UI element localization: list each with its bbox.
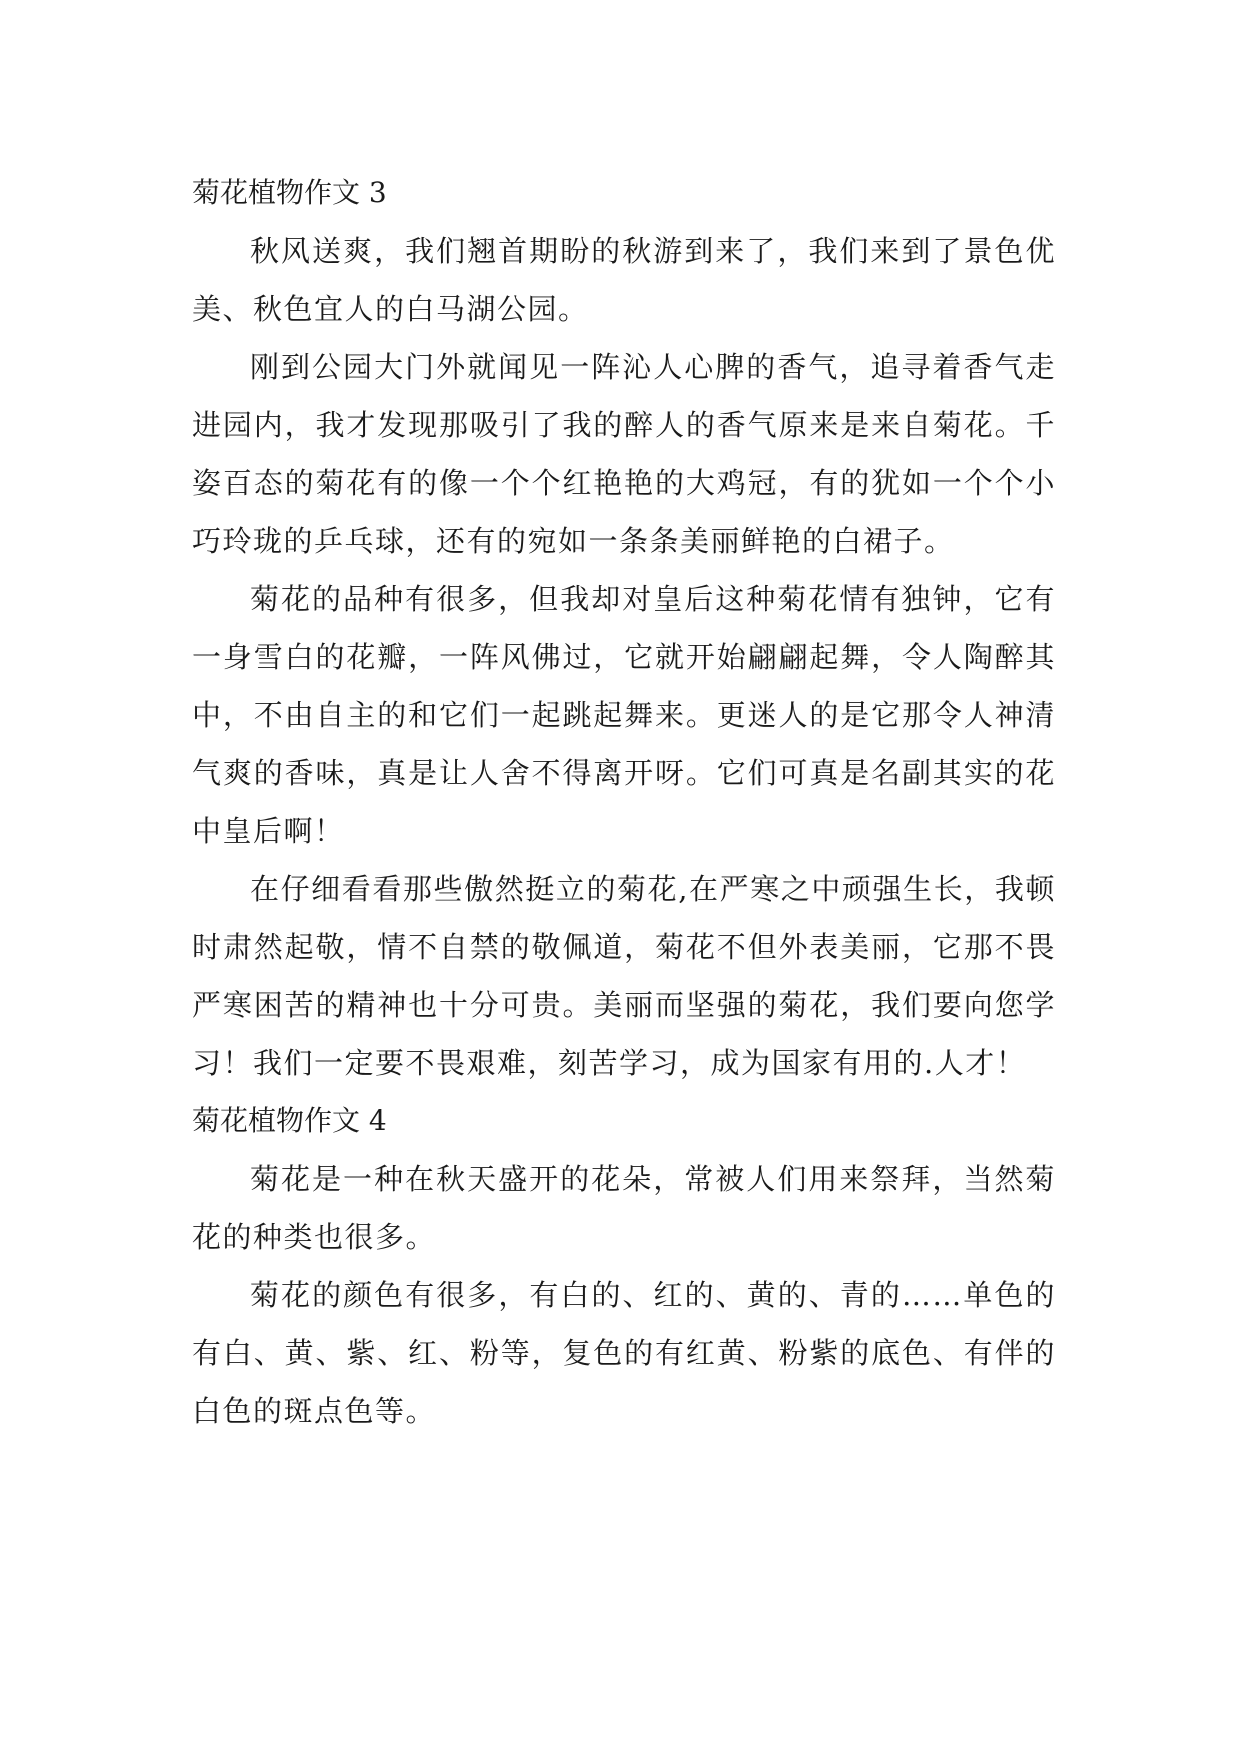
paragraph: 秋风送爽，我们翘首期盼的秋游到来了，我们来到了景色优美、秋色宜人的白马湖公园。 (192, 234, 1056, 326)
paragraph: 刚到公园大门外就闻见一阵沁人心脾的香气，追寻着香气走进园内，我才发现那吸引了我的醉人的香气原来是来自菊花。千姿百态的菊花有的像一个个红艳艳的大鸡冠，有的犹如一个个小巧玲珑的乒乓球，还有的宛如一条条美丽鲜艳的白裙子。 (192, 350, 1056, 558)
paragraph: 菊花是一种在秋天盛开的花朵，常被人们用来祭拜，当然菊花的种类也很多。 (192, 1162, 1056, 1254)
paragraph: 菊花的颜色有很多，有白的、红的、黄的、青的……单色的有白、黄、紫、红、粉等，复色的有红黄、粉紫的底色、有伴的白色的斑点色等。 (192, 1278, 1056, 1428)
section-title: 菊花植物作文 4 (192, 1104, 387, 1137)
section-title: 菊花植物作文 3 (192, 176, 387, 209)
document-page (192, 164, 1056, 1440)
paragraph: 菊花的品种有很多，但我却对皇后这种菊花情有独钟，它有一身雪白的花瓣，一阵风佛过，它就开始翩翩起舞，令人陶醉其中，不由自主的和它们一起跳起舞来。更迷人的是它那令人神清气爽的香味，真是让人舍不得离开呀。它们可真是名副其实的花中皇后啊！ (192, 582, 1056, 848)
paragraph: 在仔细看看那些傲然挺立的菊花,在严寒之中顽强生长，我顿时肃然起敬，情不自禁的敬佩道，菊花不但外表美丽，它那不畏严寒困苦的精神也十分可贵。美丽而坚强的菊花，我们要向您学习！我们一定要不畏艰难，刻苦学习，成为国家有用的.人才！ (192, 872, 1056, 1080)
section-essay-4 (192, 1092, 1056, 1440)
section-essay-3 (192, 164, 1056, 1092)
